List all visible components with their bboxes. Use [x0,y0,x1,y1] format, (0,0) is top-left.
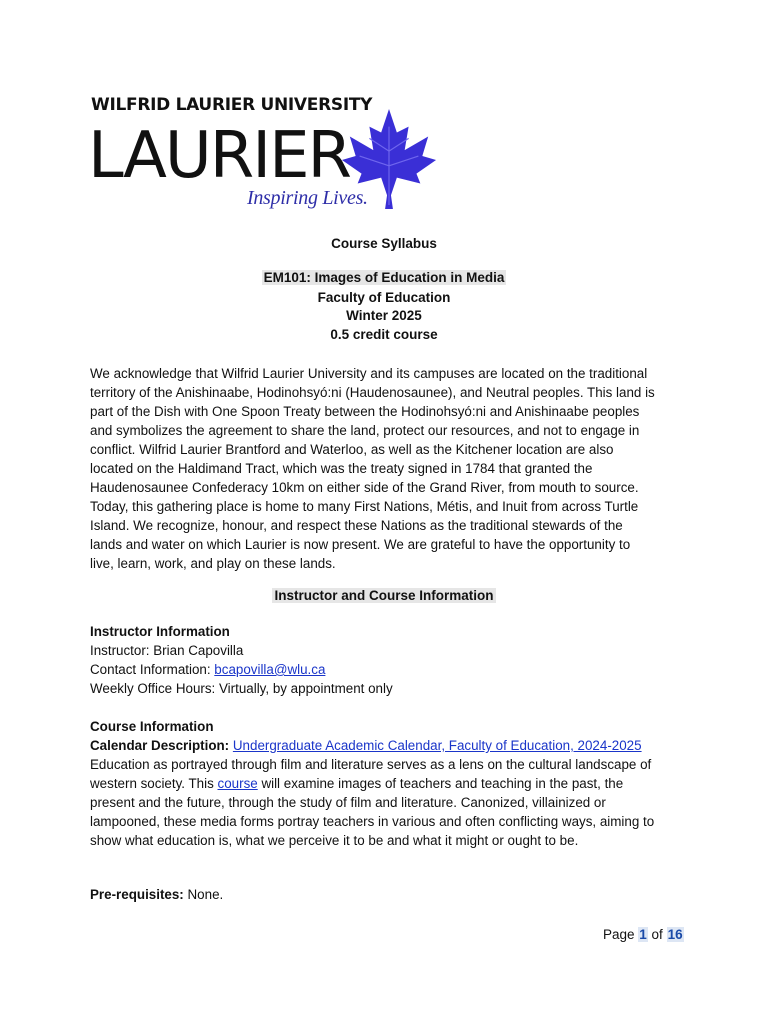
instructor-name: Instructor: Brian Capovilla [90,643,244,658]
contact-label: Contact Information: [90,662,215,677]
calendar-link[interactable]: Undergraduate Academic Calendar, Faculty of Education, 2024-2025 [232,738,642,753]
calendar-label: Calendar Description: [90,738,230,753]
ack-line: Island. We recognize, honour, and respect these Nations as the traditional stewards of the [90,518,623,533]
ack-line: located on the Haldimand Tract, which was the treaty signed in 1784 that granted the [90,461,593,476]
section-heading-instructor-course: Instructor and Course Information [274,588,494,603]
prerequisites [90,885,690,904]
land-acknowledgement [90,364,690,573]
ack-line: Today, this gathering place is home to many First Nations, Métis, and Inuit from across Turtle [90,499,639,514]
syllabus-label: Course Syllabus [331,236,437,251]
ack-line: and symbolizes the agreement to share the land, protect our resources, and not to engage in [90,423,640,438]
desc-text: will examine images of teachers and teaching in the past, the [257,776,624,791]
course-title: EM101: Images of Education in Media [263,270,505,285]
desc-line: show what education is, what we perceive it to be and what it might or ought to be. [90,833,579,848]
page-counter [603,927,684,942]
total-pages-number: 16 [667,927,683,942]
page-word: Page [603,927,639,942]
laurier-wordmark: LAURIER [88,119,350,193]
ack-line: We acknowledge that Wilfrid Laurier University and its campuses are located on the traditional [90,366,648,381]
tagline: Inspiring Lives. [247,187,368,209]
desc-line: lampooned, these media forms portray teachers in various and often conflicting ways, aiming to [90,814,655,829]
contact-email-link[interactable]: bcapovilla@wlu.ca [214,662,326,677]
calendar-line [90,736,690,755]
instructor-info-heading: Instructor Information [90,624,230,639]
term: Winter 2025 [346,308,422,323]
office-hours: Weekly Office Hours: Virtually, by appointment only [90,681,393,696]
of-word: of [647,927,667,942]
ack-line: conflict. Wilfrid Laurier Brantford and Waterloo, as well as the Kitchener location are also [90,442,614,457]
ack-line: lands and water on which Laurier is now present. We are grateful to have the opportunity to [90,537,631,552]
course-info-heading: Course Information [90,719,214,734]
credit-value: 0.5 credit course [330,327,438,342]
instructor-info [90,622,690,698]
contact-line [90,660,690,679]
desc-text: western society. This [90,776,218,791]
ack-line: part of the Dish with One Spoon Treaty between the Hodinohsyó:ni and Anishinaabe peoples [90,404,640,419]
current-page-number: 1 [639,927,647,942]
desc-line: Education as portrayed through film and literature serves as a lens on the cultural landscape of [90,757,652,772]
ack-line: Haudenosaunee Confederacy 10km on either side of the Grand River, from mouth to source. [90,480,639,495]
prereq-value: None. [183,887,224,902]
desc-line [90,774,690,793]
faculty-name: Faculty of Education [317,290,451,305]
prereq-label: Pre-requisites: [90,887,184,902]
course-info [90,717,690,850]
desc-line: present and the future, through the study of film and literature. Canonized, villainized or [90,795,606,810]
university-name: WILFRID LAURIER UNIVERSITY [91,95,373,115]
ack-line: live, learn, work, and play on these lands. [90,556,336,571]
course-link[interactable]: course [217,776,258,791]
ack-line: territory of the Anishinaabe, Hodinohsyó:ni (Haudenosaunee), and Neutral peoples. This land is [90,385,655,400]
